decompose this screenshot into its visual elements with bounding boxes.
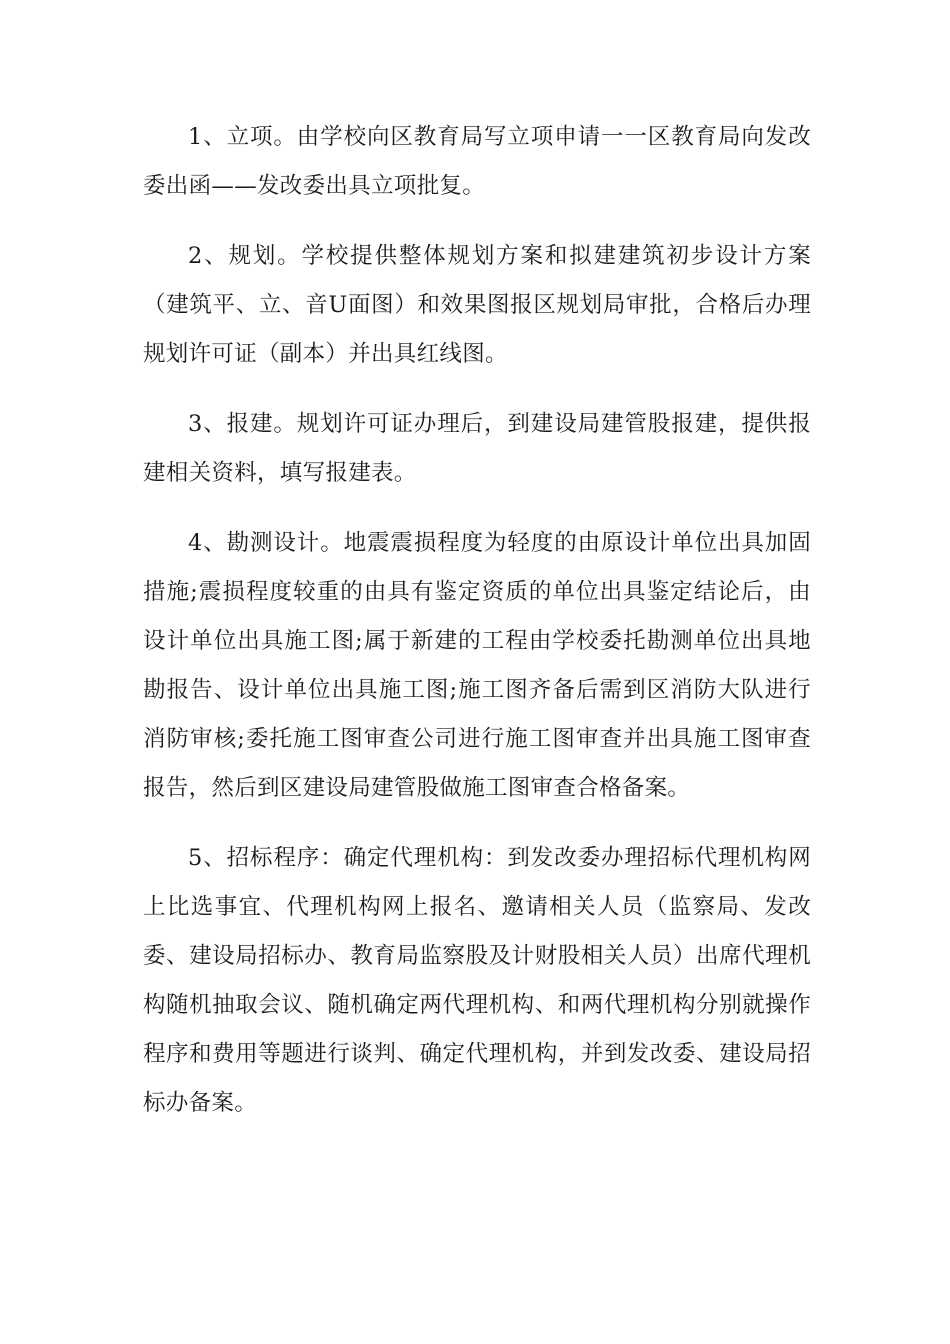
paragraph-planning: 2、规划。学校提供整体规划方案和拟建建筑初步设计方案（建筑平、立、音U面图）和效果图报区规划局审批，合格后办理规划许可证（副本）并出具红线图。	[143, 243, 811, 367]
paragraph-project-approval: 1、立项。由学校向区教育局写立项申请一一区教育局向发改委出函——发改委出具立项批复。	[143, 124, 811, 199]
paragraph-survey-design: 4、勘测设计。地震震损程度为轻度的由原设计单位出具加固措施;震损程度较重的由具有鉴定资质的单位出具鉴定结论后，由设计单位出具施工图;属于新建的工程由学校委托勘测单位出具地勘报告、设计单位出具施工图;施工图齐备后需到区消防大队进行消防审核;委托施工图审查公司进行施工图审查并出具施工图审查报告，然后到区建设局建管股做施工图审查合格备案。	[143, 530, 811, 801]
document-body	[143, 113, 811, 1149]
paragraph-bidding-procedure: 5、招标程序：确定代理机构：到发改委办理招标代理机构网上比选事宜、代理机构网上报名、邀请相关人员（监察局、发改委、建设局招标办、教育局监察股及计财股相关人员）出席代理机构随机抽取会议、随机确定两代理机构、和两代理机构分别就操作程序和费用等题进行谈判、确定代理机构，并到发改委、建设局招标办备案。	[143, 845, 811, 1116]
paragraph-registration: 3、报建。规划许可证办理后，到建设局建管股报建，提供报建相关资料，填写报建表。	[143, 411, 811, 486]
